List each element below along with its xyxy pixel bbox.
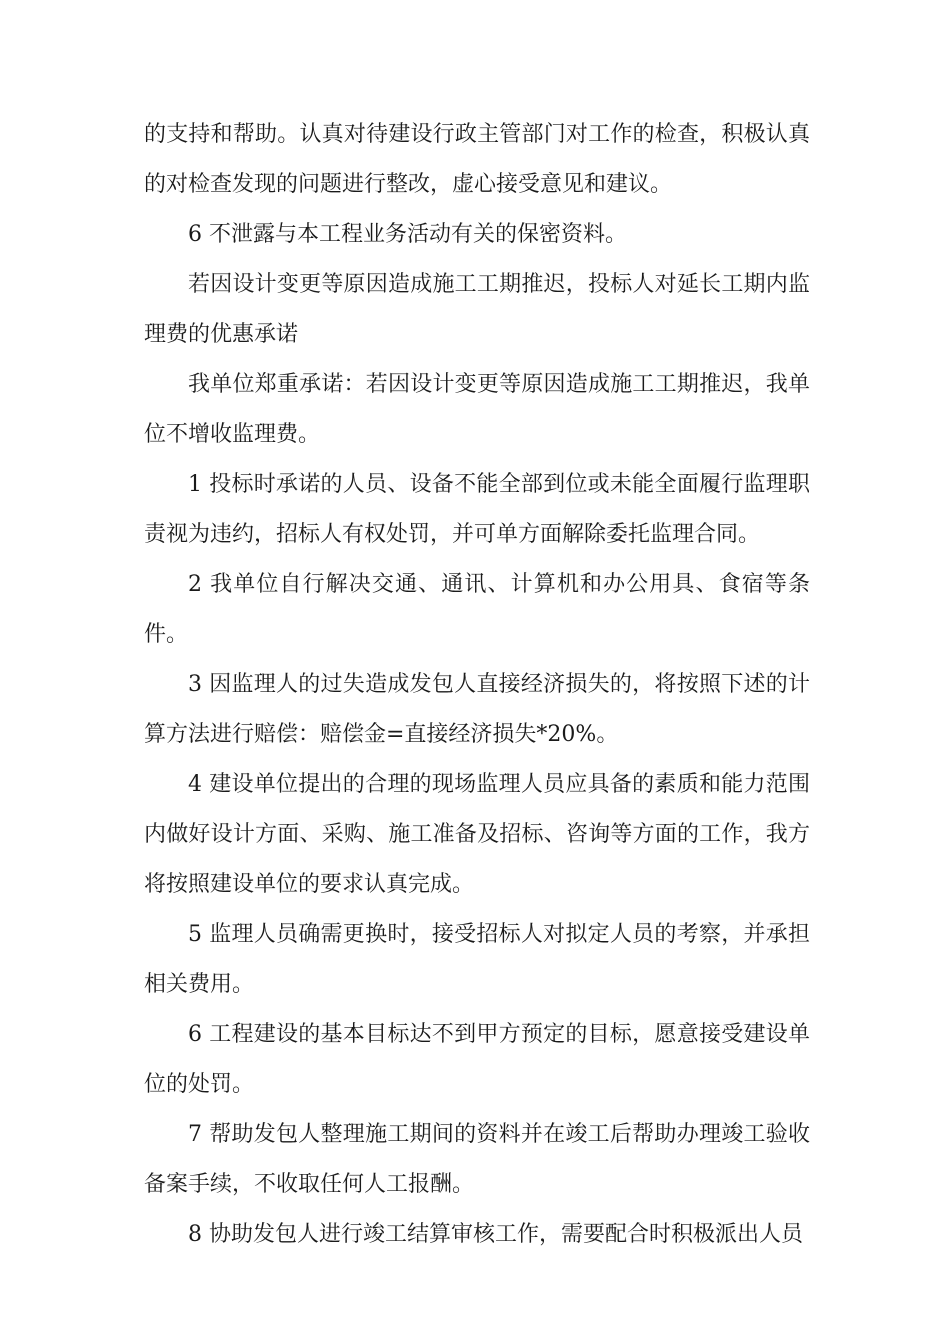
paragraph-item-1: 1 投标时承诺的人员、设备不能全部到位或未能全面履行监理职责视为违约，招标人有权处罚，并可单方面解除委托监理合同。 — [144, 472, 810, 547]
paragraph-delay-heading: 若因设计变更等原因造成施工工期推迟，投标人对延长工期内监理费的优惠承诺 — [144, 272, 810, 347]
paragraph-item-3: 3 因监理人的过失造成发包人直接经济损失的，将按照下述的计算方法进行赔偿：赔偿金=直接经济损失*20%。 — [144, 672, 810, 747]
paragraph-item-5: 5 监理人员确需更换时，接受招标人对拟定人员的考察，并承担相关费用。 — [144, 922, 810, 997]
paragraph-item-2: 2 我单位自行解决交通、通讯、计算机和办公用具、食宿等条件。 — [144, 572, 810, 647]
paragraph-item-8: 8 协助发包人进行竣工结算审核工作，需要配合时积极派出人员 — [188, 1222, 803, 1247]
paragraph-continuation: 的支持和帮助。认真对待建设行政主管部门对工作的检查，积极认真的对检查发现的问题进行整改，虚心接受意见和建议。 — [144, 122, 810, 197]
paragraph-commitment: 我单位郑重承诺：若因设计变更等原因造成施工工期推迟，我单位不增收监理费。 — [144, 372, 810, 447]
document-body — [144, 110, 810, 1260]
paragraph-item-7: 7 帮助发包人整理施工期间的资料并在竣工后帮助办理竣工验收备案手续，不收取任何人工报酬。 — [144, 1122, 810, 1197]
paragraph-item-4: 4 建设单位提出的合理的现场监理人员应具备的素质和能力范围内做好设计方面、采购、施工准备及招标、咨询等方面的工作，我方将按照建设单位的要求认真完成。 — [144, 772, 810, 897]
paragraph-item-6-confidentiality: 6 不泄露与本工程业务活动有关的保密资料。 — [188, 222, 627, 247]
paragraph-item-6: 6 工程建设的基本目标达不到甲方预定的目标，愿意接受建设单位的处罚。 — [144, 1022, 810, 1097]
